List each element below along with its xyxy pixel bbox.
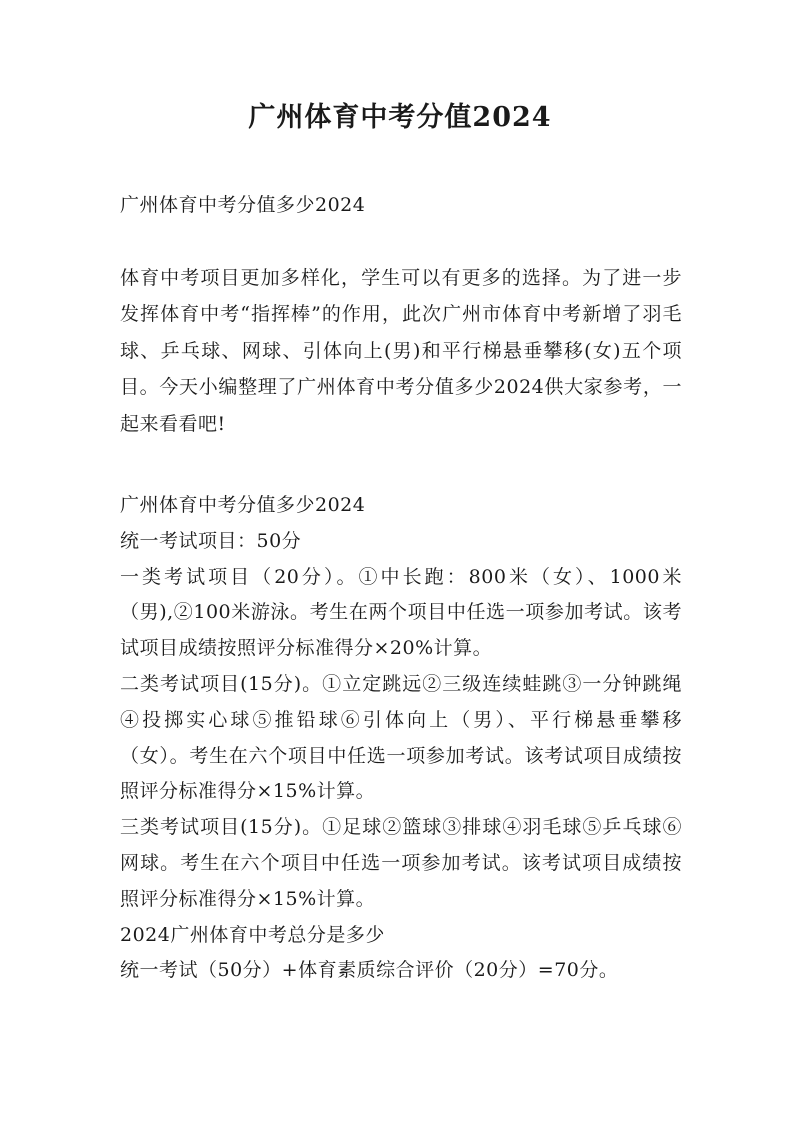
document-title: 广州体育中考分值2024	[248, 102, 552, 133]
unified-exam-line: 统一考试项目：50分	[120, 529, 302, 552]
total-score-formula: 统一考试（50分）+体育素质综合评价（20分）=70分。	[120, 959, 619, 982]
category-two-paragraph: 二类考试项目(15分)。①立定跳远②三级连续蛙跳③一分钟跳绳④投掷实心球⑤推铅球⑥引体向上（男）、平行梯悬垂攀移（女）。考生在六个项目中任选一项参加考试。该考试项目成绩按照评分标准得分×15%计算。	[120, 672, 682, 803]
category-three-paragraph: 三类考试项目(15分)。①足球②篮球③排球④羽毛球⑤乒乓球⑥网球。考生在六个项目中任选一项参加考试。该考试项目成绩按照评分标准得分×15%计算。	[120, 816, 682, 910]
total-score-heading: 2024广州体育中考总分是多少	[120, 923, 385, 946]
category-one-paragraph: 一类考试项目（20分）。①中长跑：800米（女）、1000米（男),②100米游泳。考生在两个项目中任选一项参加考试。该考试项目成绩按照评分标准得分×20%计算。	[120, 565, 682, 660]
section-heading: 广州体育中考分值多少2024	[120, 494, 366, 516]
document-subtitle: 广州体育中考分值多少2024	[120, 194, 366, 216]
intro-paragraph: 体育中考项目更加多样化，学生可以有更多的选择。为了进一步发挥体育中考“指挥棒”的作用，此次广州市体育中考新增了羽毛球、乒乓球、网球、引体向上(男)和平行梯悬垂攀移(女)五个项目。今天小编整理了广州体育中考分值多少2024供大家参考，一起来看看吧!	[120, 267, 682, 435]
score-details	[120, 488, 682, 989]
